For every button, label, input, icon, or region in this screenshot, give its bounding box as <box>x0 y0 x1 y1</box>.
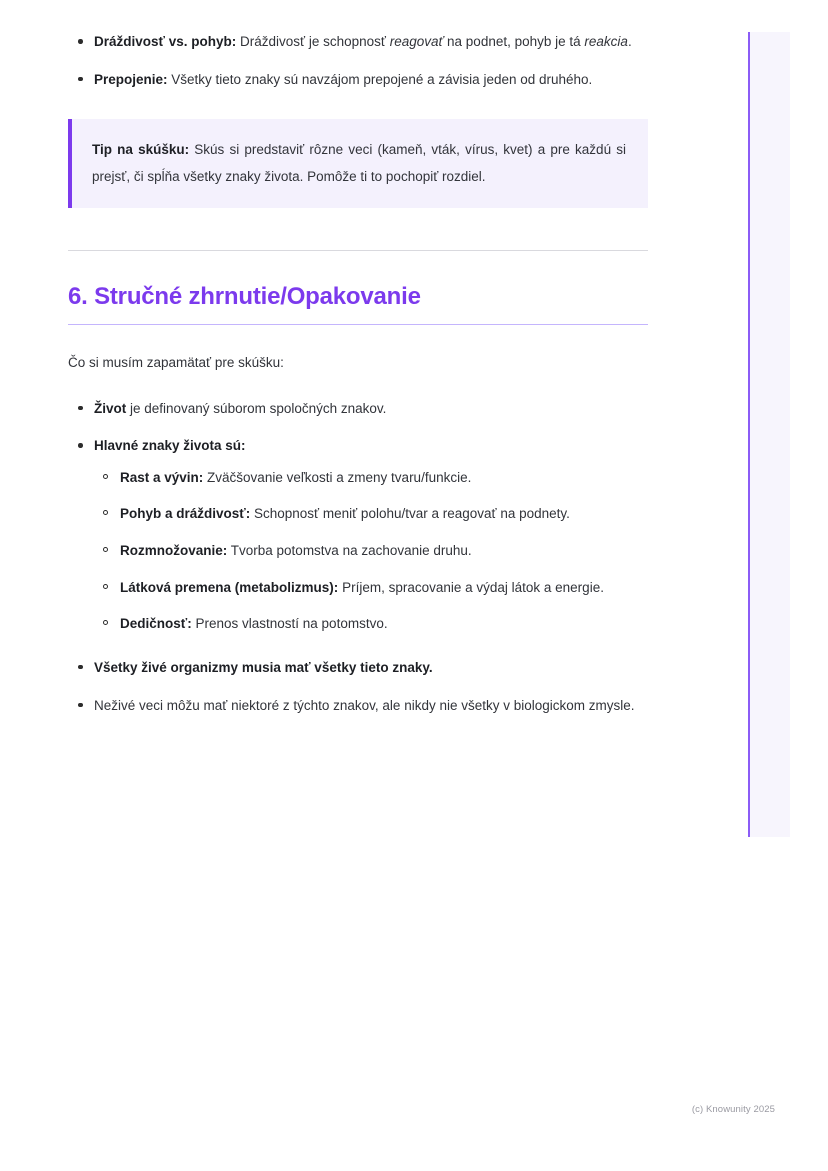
sub-bullet-lead: Látková premena (metabolizmus): <box>120 579 339 595</box>
summary-bullet-list <box>68 397 648 718</box>
list-item <box>68 656 648 680</box>
list-item <box>94 466 648 490</box>
bullet-italic: reagovať <box>389 34 444 49</box>
tip-text: Skús si predstaviť rôzne veci (kameň, vták, vírus, kvet) a pre každú si prejsť, či spĺňa všetky znaky života. Pomôže ti to pochopiť rozdiel. <box>92 142 626 184</box>
sub-bullet-list <box>94 466 648 636</box>
bullet-text: je definovaný súborom spoločných znakov. <box>126 400 387 416</box>
bullet-text: Všetky tieto znaky sú navzájom prepojené a závisia jeden od druhého. <box>167 71 593 87</box>
list-item <box>68 68 648 92</box>
section-divider <box>68 250 648 251</box>
bullet-lead: Všetky živé organizmy musia mať všetky tieto znaky. <box>94 659 433 675</box>
bullet-text-2: na podnet, pohyb je tá <box>443 34 585 49</box>
sub-bullet-text: Tvorba potomstva na zachovanie druhu. <box>227 543 472 558</box>
list-item <box>68 30 648 54</box>
sub-bullet-text: Prenos vlastností na potomstvo. <box>191 616 388 632</box>
bullet-lead: Prepojenie: <box>94 71 168 87</box>
top-bullet-list <box>68 30 648 91</box>
page-title: 6. Stručné zhrnutie/Opakovanie <box>68 282 421 310</box>
list-item <box>68 397 648 421</box>
document-content <box>68 30 648 731</box>
copyright-footer: (c) Knowunity 2025 <box>691 1104 775 1115</box>
bullet-lead: Život <box>94 400 127 416</box>
list-item <box>68 694 648 718</box>
bullet-text: Dráždivosť je schopnosť <box>236 34 390 49</box>
bullet-lead: Dráždivosť vs. pohyb: <box>94 34 237 49</box>
list-item <box>68 434 648 636</box>
list-item <box>94 612 648 636</box>
list-item <box>94 502 648 526</box>
sub-bullet-lead: Rozmnožovanie: <box>120 543 228 558</box>
bullet-lead: Hlavné znaky života sú: <box>94 438 246 454</box>
sub-bullet-lead: Pohyb a dráždivosť: <box>120 506 251 522</box>
bullet-text: Neživé veci môžu mať niektoré z týchto znakov, ale nikdy nie všetky v biologickom zmysle. <box>94 697 635 713</box>
tip-callout-box <box>68 119 648 208</box>
bullet-italic-2: reakcia <box>584 34 628 49</box>
sub-bullet-text: Príjem, spracovanie a výdaj látok a energie. <box>338 579 604 595</box>
sub-bullet-lead: Dedičnosť: <box>120 616 192 632</box>
sub-bullet-text: Zväčšovanie veľkosti a zmeny tvaru/funkcie. <box>203 469 472 485</box>
tip-lead: Tip na skúšku: <box>92 142 190 158</box>
bullet-text-3: . <box>627 34 632 49</box>
decorative-side-panel <box>748 32 790 837</box>
sub-bullet-lead: Rast a vývin: <box>120 469 204 485</box>
title-underline <box>68 324 648 325</box>
list-item <box>94 576 648 600</box>
lead-paragraph: Čo si musím zapamätať pre skúšku: <box>68 354 284 370</box>
sub-bullet-text: Schopnosť meniť polohu/tvar a reagovať na podnety. <box>250 506 570 522</box>
list-item <box>94 539 648 563</box>
